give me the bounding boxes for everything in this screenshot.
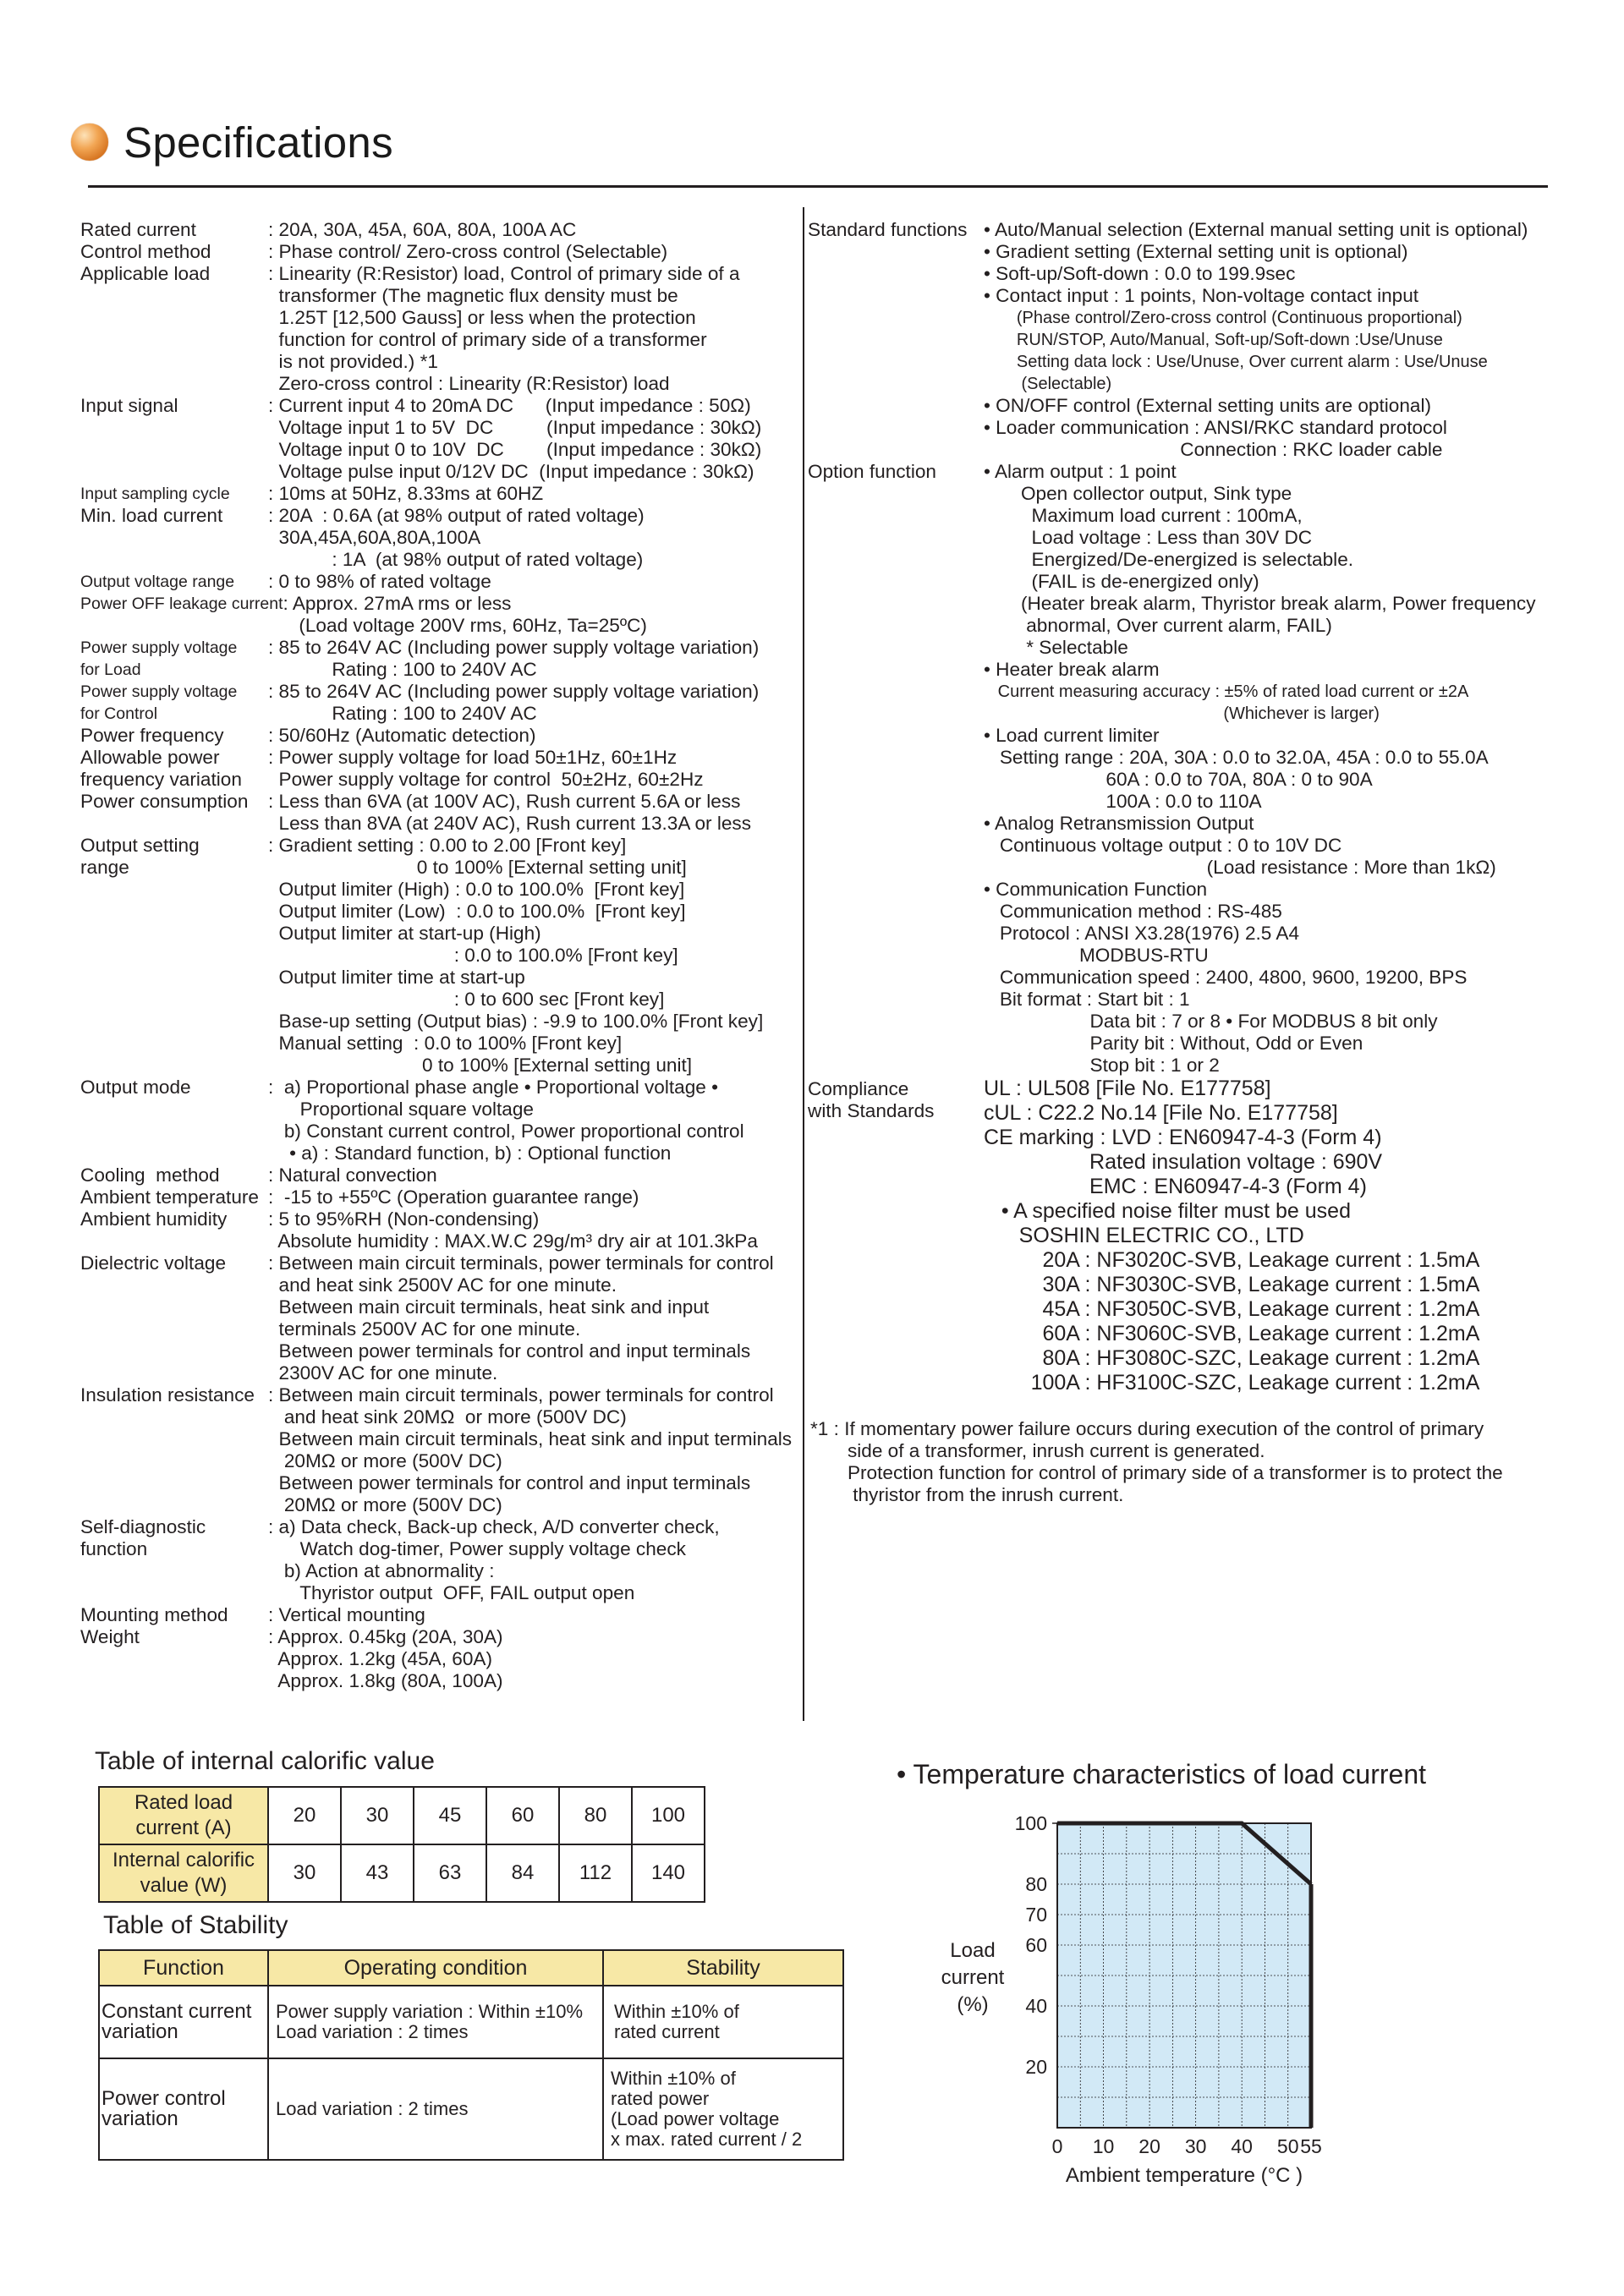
spec-row [80, 1208, 804, 1252]
calorific-cell: 112 [559, 1844, 632, 1902]
spec-row [80, 1604, 804, 1626]
spec-value-line: is not provided.) *1 [268, 351, 438, 372]
calorific-cell: 84 [486, 1844, 559, 1902]
spec-label: Ambient temperature [80, 1186, 259, 1208]
spec-value-line: : 0.0 to 100.0% [Front key] [268, 945, 678, 966]
spec-value-line: b) Action at abnormality : [268, 1560, 495, 1581]
function-cell: Constant current variation [99, 1986, 268, 2058]
footnote-line: Protection function for control of primary side of a transformer is to protect the [810, 1462, 1503, 1483]
spec-row [80, 1252, 804, 1384]
spec-value-line: (Whichever is larger) [984, 704, 1380, 723]
chart-title: • Temperature characteristics of load current [897, 1759, 1426, 1789]
spec-value-line: Stop bit : 1 or 2 [984, 1055, 1220, 1076]
spec-label: Min. load current [80, 505, 223, 526]
spec-label: Power consumption [80, 791, 249, 812]
spec-value-line: Base-up setting (Output bias) : -9.9 to 100.0% [Front key] [268, 1011, 764, 1032]
spec-value-line: 60A : NF3060C-SVB, Leakage current : 1.2mA [984, 1322, 1480, 1345]
spec-value-line: • Heater break alarm [984, 659, 1160, 680]
spec-value-line: Approx. 1.2kg (45A, 60A) [268, 1648, 493, 1669]
spec-value-line: Setting data lock : Use/Unuse, Over current alarm : Use/Unuse [984, 353, 1488, 371]
spec-value-line: : Approx. 27mA rms or less [283, 593, 512, 614]
spec-value-line: (FAIL is de-energized only) [984, 571, 1259, 592]
spec-value-line: Current measuring accuracy : ±5% of rated load current or ±2A [984, 682, 1469, 701]
spec-value-line: * Selectable [984, 637, 1128, 658]
spec-row [80, 395, 804, 483]
spec-value-line: : 0 to 98% of rated voltage [268, 571, 491, 592]
spec-value-line: terminals 2500V AC for one minute. [268, 1318, 581, 1340]
spec-label: Standard functions [808, 219, 968, 240]
spec-value-line: Voltage pulse input 0/12V DC (Input impedance : 30kΩ) [268, 461, 754, 482]
spec-label: Input sampling cycle [80, 485, 230, 503]
spec-value-line: Connection : RKC loader cable [984, 439, 1443, 460]
spec-value-line: Voltage input 1 to 5V DC (Input impedance : 30kΩ) [268, 417, 762, 438]
y-tick-label: 70 [1025, 1904, 1047, 1926]
spec-value-line: 100A : 0.0 to 110A [984, 791, 1262, 812]
calorific-table-title: Table of internal calorific value [95, 1747, 435, 1775]
spec-value-line: Zero-cross control : Linearity (R:Resistor) load [268, 373, 670, 394]
spec-value-line: SOSHIN ELECTRIC CO., LTD [984, 1224, 1304, 1247]
spec-value-line: Parity bit : Without, Odd or Even [984, 1033, 1363, 1054]
spec-value-line: : 85 to 264V AC (Including power supply voltage variation) [268, 681, 760, 702]
spec-value-line: EMC : EN60947-4-3 (Form 4) [984, 1175, 1367, 1198]
spec-value-line: : 0 to 600 sec [Front key] [268, 989, 665, 1010]
spec-value-line: UL : UL508 [File No. E177758] [984, 1077, 1271, 1100]
spec-row [80, 571, 804, 593]
spec-value-line: • Soft-up/Soft-down : 0.0 to 199.9sec [984, 263, 1296, 284]
spec-value-line: Between power terminals for control and input terminals [268, 1472, 751, 1493]
spec-value-line: • Loader communication : ANSI/RKC standard protocol [984, 417, 1447, 438]
spec-row [80, 637, 804, 681]
spec-label: Power frequency [80, 725, 224, 746]
spec-label: Cooling method [80, 1164, 220, 1186]
spec-value-line: (Load voltage 200V rms, 60Hz, Ta=25ºC) [283, 615, 647, 636]
spec-value-line: Approx. 1.8kg (80A, 100A) [268, 1670, 503, 1691]
spec-value-line: • Gradient setting (External setting unit is optional) [984, 241, 1408, 262]
spec-value-line: : Power supply voltage for load 50±1Hz, 60±1Hz [268, 747, 678, 768]
x-tick-label: 30 [1184, 2135, 1207, 2157]
spec-value-line: : Vertical mounting [268, 1604, 425, 1625]
spec-row [808, 461, 1569, 1077]
spec-value-line: Output limiter at start-up (High) [268, 923, 541, 944]
spec-value-line: : Between main circuit terminals, power terminals for control [268, 1252, 774, 1274]
stability-cell: Within ±10% of rated power (Load power voltage x max. rated current / 2 [603, 2058, 843, 2160]
stability-table-title: Table of Stability [103, 1911, 288, 1939]
spec-value-line: • Auto/Manual selection (External manual setting unit is optional) [984, 219, 1528, 240]
stability-table [98, 1949, 844, 2161]
spec-value-line: Output limiter time at start-up [268, 967, 525, 988]
spec-value-line: : Phase control/ Zero-cross control (Selectable) [268, 241, 668, 262]
spec-value-line: : Between main circuit terminals, power terminals for control [268, 1384, 774, 1406]
spec-label: Control method [80, 241, 211, 262]
spec-value-line: 20A : NF3020C-SVB, Leakage current : 1.5mA [984, 1248, 1480, 1272]
spec-label: Applicable load [80, 263, 211, 284]
spec-value-line: Communication speed : 2400, 4800, 9600, 19200, BPS [984, 967, 1468, 988]
x-axis-label: Ambient temperature (°C ) [1065, 2164, 1303, 2187]
spec-value-line: Between main circuit terminals, heat sink and input terminals [268, 1428, 793, 1449]
spec-row [80, 1164, 804, 1186]
spec-value-line: : -15 to +55ºC (Operation guarantee range) [268, 1186, 639, 1208]
spec-row [80, 263, 804, 395]
rated-load-current-header: Rated load current (A) [99, 1787, 268, 1844]
right-spec-column [808, 219, 1569, 1395]
spec-label: Option function [808, 461, 936, 482]
operating-condition-header: Operating condition [268, 1950, 603, 1986]
spec-value-line: Data bit : 7 or 8 • For MODBUS 8 bit only [984, 1011, 1438, 1032]
spec-label: Allowable power frequency variation [80, 747, 242, 790]
spec-value-line: Manual setting : 0.0 to 100% [Front key] [268, 1033, 623, 1054]
table-row [99, 1787, 705, 1844]
spec-value-line: 80A : HF3080C-SZC, Leakage current : 1.2mA [984, 1346, 1480, 1370]
spec-label: Power supply voltage for Control [80, 682, 238, 723]
spec-value-line: : Gradient setting : 0.00 to 2.00 [Front key] [268, 835, 627, 856]
spec-label: Weight [80, 1626, 140, 1647]
page-title: Specifications [123, 118, 393, 167]
current-cell: 60 [486, 1787, 559, 1844]
x-tick-label: 10 [1092, 2135, 1115, 2157]
spec-value-line: RUN/STOP, Auto/Manual, Soft-up/Soft-down :Use/Unuse [984, 331, 1443, 349]
spec-value-line: Communication method : RS-485 [984, 901, 1282, 922]
x-tick-label: 55 [1300, 2135, 1322, 2157]
spec-value-line: 1.25T [12,500 Gauss] or less when the protection [268, 307, 696, 328]
footnote-line: side of a transformer, inrush current is generated. [810, 1440, 1265, 1461]
spec-value-line: : 5 to 95%RH (Non-condensing) [268, 1208, 540, 1230]
spec-value-line: Output limiter (High) : 0.0 to 100.0% [Front key] [268, 879, 685, 900]
spec-label: Dielectric voltage [80, 1252, 227, 1274]
footnote-line: *1 : If momentary power failure occurs during execution of the control of primary [810, 1418, 1484, 1439]
footnote-line: thyristor from the inrush current. [810, 1484, 1124, 1505]
spec-value-line: cUL : C22.2 No.14 [File No. E177758] [984, 1101, 1338, 1125]
spec-value-line: Power supply voltage for control 50±2Hz, 60±2Hz [268, 769, 704, 790]
spec-value-line: Watch dog-timer, Power supply voltage check [268, 1538, 686, 1559]
spec-row [80, 593, 804, 637]
spec-value-line: CE marking : LVD : EN60947-4-3 (Form 4) [984, 1126, 1382, 1149]
spec-label: Rated current [80, 219, 196, 240]
spec-value-line: 30A,45A,60A,80A,100A [268, 527, 481, 548]
page-header [71, 115, 393, 169]
function-header: Function [99, 1950, 268, 1986]
table-row [99, 2058, 843, 2160]
spec-row [808, 219, 1569, 461]
spec-value-line: : Natural convection [268, 1164, 437, 1186]
spec-value-line: Absolute humidity : MAX.W.C 29g/m³ dry air at 101.3kPa [268, 1230, 758, 1252]
spec-label: Power OFF leakage current [80, 595, 283, 613]
spec-value-line: • A specified noise filter must be used [984, 1199, 1351, 1223]
spec-value-line: : 20A : 0.6A (at 98% output of rated voltage) [268, 505, 645, 526]
y-tick-label: 60 [1025, 1934, 1047, 1956]
x-tick-label: 50 [1276, 2135, 1299, 2157]
spec-value-line: MODBUS-RTU [984, 945, 1209, 966]
spec-value-line: b) Constant current control, Power proportional control [268, 1121, 744, 1142]
condition-cell: Power supply variation : Within ±10% Load variation : 2 times [268, 1986, 603, 2058]
x-tick-label: 0 [1051, 2135, 1063, 2157]
spec-value-line: • Communication Function [984, 879, 1208, 900]
calorific-cell: 140 [632, 1844, 705, 1902]
spec-value-line: Bit format : Start bit : 1 [984, 989, 1190, 1010]
spec-label: Input signal [80, 395, 178, 416]
spec-label: Mounting method [80, 1604, 228, 1625]
spec-value-line: Between main circuit terminals, heat sink and input [268, 1296, 710, 1318]
spec-value-line: : Approx. 0.45kg (20A, 30A) [268, 1626, 503, 1647]
spec-value-line: abnormal, Over current alarm, FAIL) [984, 615, 1332, 636]
spec-value-line: : 20A, 30A, 45A, 60A, 80A, 100A AC [268, 219, 577, 240]
current-cell: 80 [559, 1787, 632, 1844]
spec-row [80, 483, 804, 505]
condition-cell: Load variation : 2 times [268, 2058, 603, 2160]
spec-value-line: Energized/De-energized is selectable. [984, 549, 1354, 570]
spec-value-line: Setting range : 20A, 30A : 0.0 to 32.0A, 45A : 0.0 to 55.0A [984, 747, 1489, 768]
spec-row [80, 747, 804, 791]
spec-value-line: • Alarm output : 1 point [984, 461, 1177, 482]
spec-value-line: : 50/60Hz (Automatic detection) [268, 725, 536, 746]
function-cell: Power control variation [99, 2058, 268, 2160]
spec-value-line: function for control of primary side of a transformer [268, 329, 707, 350]
spec-value-line: : Current input 4 to 20mA DC (Input impedance : 50Ω) [268, 395, 751, 416]
spec-value-line: Proportional square voltage [268, 1099, 534, 1120]
orange-bullet-icon [71, 123, 108, 161]
y-tick-label: 80 [1025, 1873, 1047, 1895]
spec-value-line: : a) Proportional phase angle • Proportional voltage • [268, 1077, 719, 1098]
current-cell: 30 [341, 1787, 414, 1844]
spec-value-line: Load voltage : Less than 30V DC [984, 527, 1313, 548]
calorific-table [98, 1786, 705, 1903]
spec-value-line: Rating : 100 to 240V AC [268, 703, 537, 724]
footnote [810, 1418, 1555, 1506]
calorific-value-header: Internal calorific value (W) [99, 1844, 268, 1902]
spec-value-line: transformer (The magnetic flux density must be [268, 285, 678, 306]
spec-value-line: 20MΩ or more (500V DC) [268, 1494, 502, 1515]
spec-row [80, 219, 804, 241]
x-tick-label: 40 [1231, 2135, 1253, 2157]
table-row [99, 1844, 705, 1902]
spec-value-line: 60A : 0.0 to 70A, 80A : 0 to 90A [984, 769, 1373, 790]
header-rule [88, 185, 1548, 188]
spec-row [80, 725, 804, 747]
y-tick-label: 20 [1025, 2056, 1047, 2078]
spec-row [80, 505, 804, 571]
y-axis-label: Load current (%) [941, 1939, 1005, 2016]
spec-value-line: 20MΩ or more (500V DC) [268, 1450, 502, 1471]
y-tick-label: 40 [1025, 1995, 1047, 2017]
spec-value-line: • Contact input : 1 points, Non-voltage contact input [984, 285, 1419, 306]
spec-value-line: (Phase control/Zero-cross control (Continuous proportional) [984, 309, 1462, 327]
stability-header: Stability [603, 1950, 843, 1986]
calorific-cell: 63 [414, 1844, 486, 1902]
spec-value-line: Protocol : ANSI X3.28(1976) 2.5 A4 [984, 923, 1300, 944]
spec-value-line: 45A : NF3050C-SVB, Leakage current : 1.2mA [984, 1297, 1480, 1321]
spec-value-line: • Load current limiter [984, 725, 1160, 746]
spec-value-line: and heat sink 20MΩ or more (500V DC) [268, 1406, 627, 1427]
spec-value-line: 0 to 100% [External setting unit] [268, 857, 687, 878]
spec-value-line: Thyristor output OFF, FAIL output open [268, 1582, 635, 1603]
spec-value-line: (Heater break alarm, Thyristor break alarm, Power frequency [984, 593, 1536, 614]
spec-label: Insulation resistance [80, 1384, 255, 1406]
spec-row [80, 241, 804, 263]
left-spec-column [80, 219, 804, 1692]
table-row [99, 1986, 843, 2058]
spec-value-line: and heat sink 2500V AC for one minute. [268, 1274, 617, 1296]
spec-value-line: : Less than 6VA (at 100V AC), Rush current 5.6A or less [268, 791, 741, 812]
spec-label: Output setting range [80, 835, 200, 878]
spec-value-line: Open collector output, Sink type [984, 483, 1292, 504]
y-tick-label: 100 [1014, 1812, 1047, 1834]
spec-value-line: Output limiter (Low) : 0.0 to 100.0% [Front key] [268, 901, 686, 922]
spec-row [808, 1077, 1569, 1395]
spec-label: Output voltage range [80, 573, 235, 591]
spec-row [80, 1626, 804, 1692]
spec-row [80, 1384, 804, 1516]
spec-value-line: 2300V AC for one minute. [268, 1362, 498, 1384]
spec-value-line: • a) : Standard function, b) : Optional function [268, 1143, 672, 1164]
spec-value-line: Rated insulation voltage : 690V [984, 1150, 1383, 1174]
temperature-characteristics-chart [922, 1793, 1396, 2187]
table-header-row [99, 1950, 843, 1986]
current-cell: 45 [414, 1787, 486, 1844]
spec-row [80, 681, 804, 725]
spec-row [80, 1077, 804, 1164]
spec-value-line: 30A : NF3030C-SVB, Leakage current : 1.5mA [984, 1273, 1480, 1296]
stability-cell: Within ±10% of rated current [603, 1986, 843, 2058]
spec-value-line: Between power terminals for control and input terminals [268, 1340, 751, 1362]
current-cell: 20 [268, 1787, 341, 1844]
spec-row [80, 1516, 804, 1604]
spec-value-line: • Analog Retransmission Output [984, 813, 1254, 834]
spec-label: Power supply voltage for Load [80, 638, 238, 679]
spec-value-line: • ON/OFF control (External setting units are optional) [984, 395, 1432, 416]
current-cell: 100 [632, 1787, 705, 1844]
calorific-cell: 30 [268, 1844, 341, 1902]
spec-value-line: 0 to 100% [External setting unit] [268, 1055, 693, 1076]
spec-value-line: : 85 to 264V AC (Including power supply voltage variation) [268, 637, 760, 658]
spec-value-line: Voltage input 0 to 10V DC (Input impedance : 30kΩ) [268, 439, 762, 460]
spec-label: Output mode [80, 1077, 191, 1098]
spec-value-line: (Load resistance : More than 1kΩ) [984, 857, 1496, 878]
spec-label: Self-diagnostic function [80, 1516, 206, 1559]
spec-value-line: (Selectable) [984, 375, 1112, 393]
spec-row [80, 791, 804, 835]
spec-value-line: Continuous voltage output : 0 to 10V DC [984, 835, 1342, 856]
spec-value-line: Maximum load current : 100mA, [984, 505, 1303, 526]
spec-row [80, 835, 804, 1077]
spec-value-line: : 1A (at 98% output of rated voltage) [268, 549, 644, 570]
spec-value-line: Rating : 100 to 240V AC [268, 659, 537, 680]
spec-row [80, 1186, 804, 1208]
spec-label: Ambient humidity [80, 1208, 228, 1230]
spec-label: Compliance with Standards [808, 1078, 935, 1121]
calorific-cell: 43 [341, 1844, 414, 1902]
spec-value-line: : 10ms at 50Hz, 8.33ms at 60HZ [268, 483, 544, 504]
spec-value-line: Less than 8VA (at 240V AC), Rush current 13.3A or less [268, 813, 752, 834]
spec-value-line: 100A : HF3100C-SZC, Leakage current : 1.2mA [984, 1371, 1480, 1395]
spec-value-line: : Linearity (R:Resistor) load, Control of primary side of a [268, 263, 740, 284]
x-tick-label: 20 [1138, 2135, 1160, 2157]
spec-value-line: : a) Data check, Back-up check, A/D converter check, [268, 1516, 720, 1537]
